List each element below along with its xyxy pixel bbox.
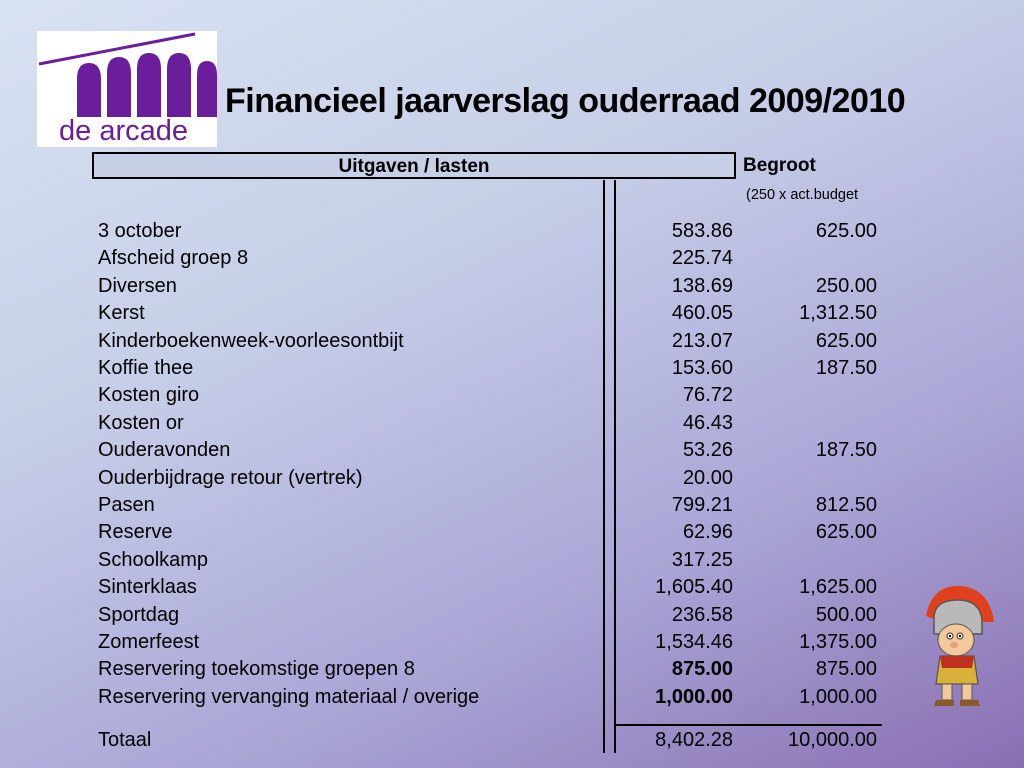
row-label: Diversen [98, 274, 177, 297]
column-header-box [92, 152, 736, 179]
table-row [0, 574, 1024, 601]
row-amount: 225.74 [671, 247, 733, 270]
row-budget: 625.00 [815, 220, 877, 242]
total-row [0, 727, 1024, 754]
row-label: Kosten or [98, 411, 184, 434]
row-label: Schoolkamp [98, 548, 209, 571]
total-budget: 10,000.00 [788, 729, 877, 751]
total-rule [616, 724, 882, 726]
row-amount: 460.05 [671, 302, 733, 325]
table-row [0, 437, 1024, 464]
row-amount: 76.72 [682, 384, 733, 407]
row-amount: 46.43 [682, 411, 733, 434]
row-label: Kerst [98, 302, 145, 325]
row-budget: 1,375.00 [799, 631, 877, 653]
row-budget: 1,625.00 [799, 576, 877, 599]
table-row [0, 547, 1024, 574]
row-label: Afscheid groep 8 [98, 247, 249, 270]
row-budget: 875.00 [815, 658, 877, 681]
row-budget: 187.50 [815, 439, 877, 462]
row-label: Reservering vervanging materiaal / overige [98, 685, 480, 708]
logo-text: de arcade [59, 115, 188, 147]
row-budget: 812.50 [815, 494, 877, 516]
row-label: Reserve [98, 521, 173, 544]
row-label: 3 october [98, 220, 182, 242]
row-budget: 1,000.00 [799, 685, 877, 708]
table-row [0, 629, 1024, 656]
row-amount: 138.69 [671, 274, 733, 297]
row-amount: 62.96 [682, 521, 733, 544]
row-amount: 1,534.46 [655, 631, 733, 653]
row-budget: 250.00 [815, 274, 877, 297]
row-label: Ouderbijdrage retour (vertrek) [98, 466, 363, 489]
roman-soldier-icon [918, 582, 998, 710]
row-budget: 625.00 [815, 329, 877, 352]
table-row [0, 218, 1024, 245]
table-row [0, 328, 1024, 355]
table-row [0, 300, 1024, 327]
row-amount: 153.60 [671, 357, 733, 379]
begroot-header: Begroot [743, 155, 816, 176]
row-amount: 1,605.40 [655, 576, 733, 599]
total-label: Totaal [98, 729, 152, 751]
row-label: Koffie thee [98, 357, 194, 379]
begroot-note: (250 x act.budget [746, 187, 859, 203]
row-budget: 625.00 [815, 521, 877, 544]
table-row [0, 382, 1024, 409]
row-amount: 317.25 [671, 548, 733, 571]
row-amount: 875.00 [671, 658, 733, 681]
row-label: Sportdag [98, 603, 180, 626]
row-label: Sinterklaas [98, 576, 197, 599]
table-row [0, 684, 1024, 711]
row-label: Pasen [98, 494, 155, 516]
row-budget: 1,312.50 [799, 302, 877, 325]
row-label: Reservering toekomstige groepen 8 [98, 658, 415, 681]
table-row [0, 410, 1024, 437]
table-row [0, 602, 1024, 629]
row-label: Zomerfeest [98, 631, 200, 653]
row-label: Kosten giro [98, 384, 200, 407]
table-row [0, 519, 1024, 546]
row-amount: 583.86 [671, 220, 733, 242]
row-budget: 187.50 [815, 357, 877, 379]
row-label: Ouderavonden [98, 439, 231, 462]
row-amount: 20.00 [682, 466, 733, 489]
row-amount: 1,000.00 [655, 685, 733, 708]
table-row [0, 492, 1024, 519]
row-label: Kinderboekenweek-voorleesontbijt [98, 329, 404, 352]
row-amount: 236.58 [671, 603, 733, 626]
row-amount: 799.21 [671, 494, 733, 516]
row-budget: 500.00 [815, 603, 877, 626]
total-amount: 8,402.28 [655, 729, 733, 751]
table-row [0, 656, 1024, 683]
column-header-label: Uitgaven / lasten [338, 156, 490, 177]
table-row [0, 355, 1024, 382]
logo [37, 31, 217, 147]
table-row [0, 273, 1024, 300]
row-amount: 53.26 [682, 439, 733, 462]
row-amount: 213.07 [671, 329, 733, 352]
table-row [0, 465, 1024, 492]
page-title: Financieel jaarverslag ouderraad 2009/2010 [225, 82, 906, 120]
table-row [0, 245, 1024, 272]
